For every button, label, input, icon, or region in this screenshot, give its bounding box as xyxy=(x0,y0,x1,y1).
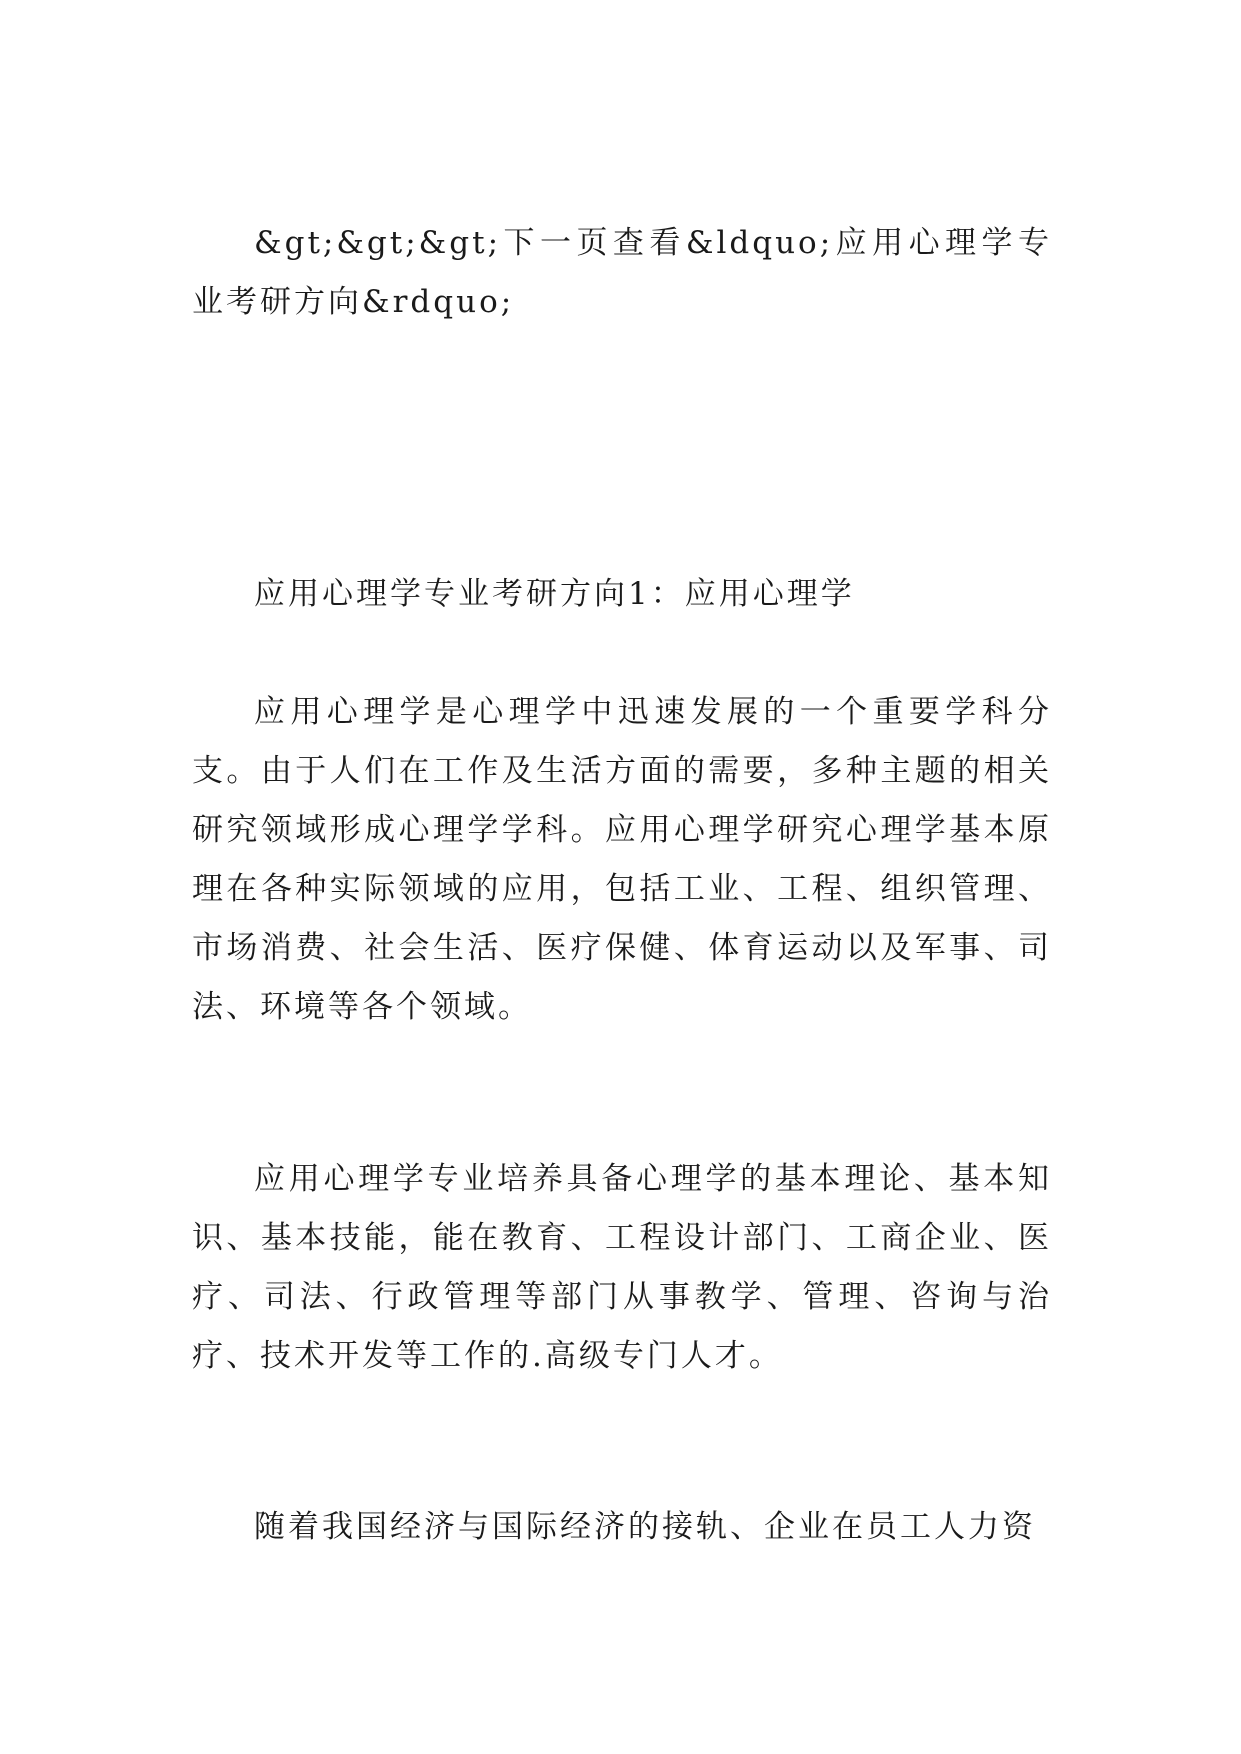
body-paragraph: 应用心理学是心理学中迅速发展的一个重要学科分支。由于人们在工作及生活方面的需要，多种主题的相关研究领域形成心理学学科。应用心理学研究心理学基本原理在各种实际领域的应用，包括工业、工程、组织管理、市场消费、社会生活、医疗保健、体育运动以及军事、司法、环境等各个领域。 xyxy=(192,694,1052,1025)
body-paragraph: 随着我国经济与国际经济的接轨、企业在员工人力资 xyxy=(254,1509,1036,1545)
section-heading: 应用心理学专业考研方向1：应用心理学 xyxy=(254,576,855,612)
next-page-link-text: &gt;&gt;&gt;下一页查看&ldquo;应用心理学专业考研方向&rdquo; xyxy=(192,225,1052,320)
body-paragraph: 应用心理学专业培养具备心理学的基本理论、基本知识、基本技能，能在教育、工程设计部门、工商企业、医疗、司法、行政管理等部门从事教学、管理、咨询与治疗、技术开发等工作的.高级专门人才。 xyxy=(192,1161,1052,1374)
